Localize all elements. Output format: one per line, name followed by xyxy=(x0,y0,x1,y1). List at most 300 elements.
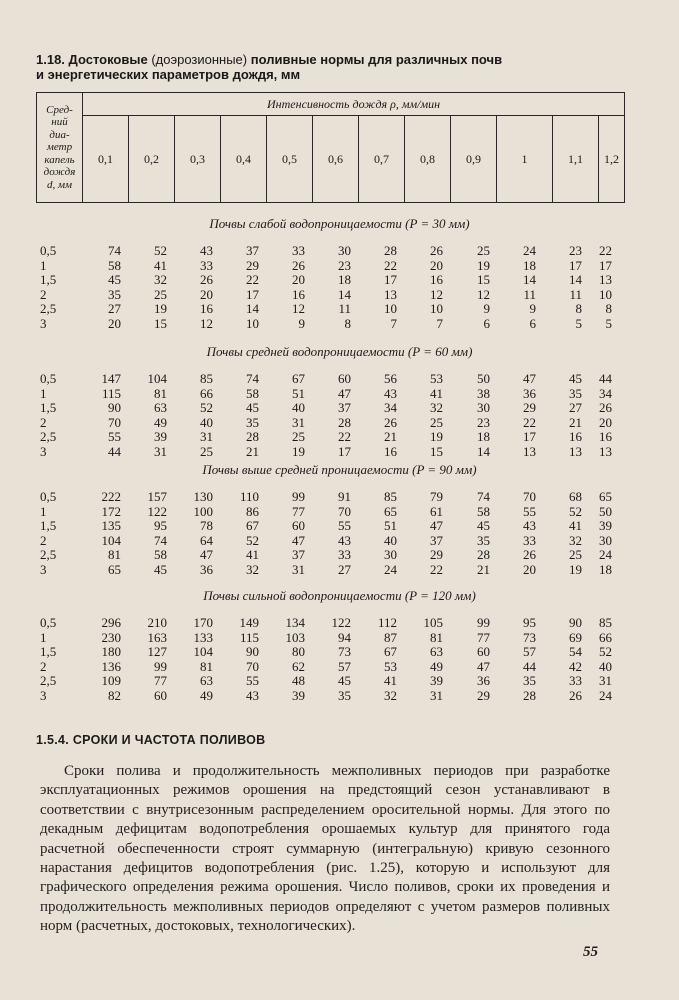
table-cell: 85 xyxy=(200,371,213,386)
row-diameter: 0,5 xyxy=(40,615,57,630)
table-cell: 19 xyxy=(292,444,305,459)
table-cell: 38 xyxy=(477,385,490,401)
table-cell: 34 xyxy=(384,400,397,416)
table-cell: 17 xyxy=(569,257,582,273)
table-cell: 40 xyxy=(599,658,612,674)
table-cell: 30 xyxy=(477,400,490,416)
table-cell: 80 xyxy=(292,644,305,660)
row-diameter: 2 xyxy=(40,286,47,302)
table-cell: 12 xyxy=(430,286,443,302)
table-cell: 14 xyxy=(338,286,351,302)
table-cell: 54 xyxy=(569,644,582,660)
table-cell: 94 xyxy=(338,629,351,645)
table-cell: 13 xyxy=(569,444,582,459)
table-cell: 45 xyxy=(338,673,351,689)
table-cell: 105 xyxy=(423,615,443,630)
table-cell: 52 xyxy=(569,503,582,519)
table-cell: 35 xyxy=(338,688,351,703)
table-cell: 74 xyxy=(108,243,121,258)
table-cell: 63 xyxy=(430,644,443,660)
table-cell: 45 xyxy=(154,562,167,577)
table-cell: 61 xyxy=(430,503,443,519)
table-cell: 8 xyxy=(605,301,612,317)
table-cell: 104 xyxy=(147,371,167,386)
table-cell: 17 xyxy=(384,272,397,288)
row-diameter: 2,5 xyxy=(40,429,57,445)
table-cell: 15 xyxy=(477,272,490,288)
table-cell: 95 xyxy=(154,518,167,534)
table-cell: 5 xyxy=(605,316,612,331)
table-cell: 26 xyxy=(599,400,612,416)
table-cell: 34 xyxy=(599,385,612,401)
table-cell: 31 xyxy=(200,429,213,445)
table-cell: 43 xyxy=(523,518,536,534)
table-cell: 31 xyxy=(154,444,167,459)
table-cell: 10 xyxy=(384,301,397,317)
table-cell: 21 xyxy=(477,562,490,577)
intensity-0-8: 0,8 xyxy=(405,116,451,203)
table-cell: 35 xyxy=(108,286,121,302)
intensity-0-9: 0,9 xyxy=(451,116,497,203)
table-cell: 45 xyxy=(569,371,582,386)
table-cell: 60 xyxy=(338,371,351,386)
table-cell: 20 xyxy=(523,562,536,577)
table-cell: 73 xyxy=(523,629,536,645)
table-cell: 66 xyxy=(599,629,612,645)
table-cell: 13 xyxy=(599,272,612,288)
table-cell: 29 xyxy=(246,257,259,273)
row-diameter: 1 xyxy=(40,629,47,645)
table-cell: 17 xyxy=(338,444,351,459)
intensity-1-1: 1,1 xyxy=(553,116,599,203)
table-cell: 47 xyxy=(430,518,443,534)
table-cell: 85 xyxy=(599,615,612,630)
table-cell: 44 xyxy=(108,444,121,459)
table-cell: 91 xyxy=(338,489,351,504)
body-paragraph: Сроки полива и продолжительность межполивных периодов при разработке эксплуатационных режимов орошения на предстоящий сезон устанавливают в соответствии с внутрисезонным распределением оросительной нормы. Для этого по декадным дефицитам водопотребления орошаемых культур для принятого года расчетной обеспеченности строят суммарную (интегральную) кривую сезонного нарастания дефицитов водопотребления (рис. 1.25), которую и используют для графического определения режима орошения. Число поливов, сроки их проведения и продолжительность межполивных периодов определяют с учетом размеров поливных норм (расчетных, достоковых, технологических). xyxy=(40,763,610,935)
table-cell: 37 xyxy=(246,243,259,258)
table-cell: 41 xyxy=(430,385,443,401)
table-cell: 127 xyxy=(147,644,167,660)
table-cell: 15 xyxy=(154,316,167,331)
table-cell: 122 xyxy=(331,615,351,630)
table-cell: 115 xyxy=(101,385,121,401)
intensity-0-6: 0,6 xyxy=(313,116,359,203)
table-cell: 157 xyxy=(147,489,167,504)
intensity-0-5: 0,5 xyxy=(267,116,313,203)
table-cell: 17 xyxy=(599,257,612,273)
table-cell: 26 xyxy=(292,257,305,273)
table-cell: 33 xyxy=(523,532,536,548)
table-cell: 81 xyxy=(108,547,121,563)
table-cell: 172 xyxy=(101,503,121,519)
table-cell: 26 xyxy=(430,243,443,258)
table-cell: 18 xyxy=(599,562,612,577)
table-cell: 147 xyxy=(101,371,121,386)
table-cell: 41 xyxy=(246,547,259,563)
table-cell: 122 xyxy=(147,503,167,519)
table-cell: 11 xyxy=(569,286,582,302)
table-cell: 19 xyxy=(430,429,443,445)
table-cell: 24 xyxy=(523,243,536,258)
table-cell: 25 xyxy=(569,547,582,563)
row-diameter: 1 xyxy=(40,503,47,519)
intensity-0-4: 0,4 xyxy=(221,116,267,203)
table-cell: 47 xyxy=(338,385,351,401)
table-cell: 81 xyxy=(430,629,443,645)
table-cell: 16 xyxy=(200,301,213,317)
table-cell: 17 xyxy=(246,286,259,302)
table-cell: 70 xyxy=(246,658,259,674)
table-header xyxy=(36,92,625,203)
table-cell: 55 xyxy=(338,518,351,534)
table-cell: 13 xyxy=(523,444,536,459)
table-cell: 31 xyxy=(599,673,612,689)
table-cell: 35 xyxy=(569,385,582,401)
table-cell: 95 xyxy=(523,615,536,630)
table-cell: 67 xyxy=(292,371,305,386)
table-cell: 28 xyxy=(246,429,259,445)
table-cell: 12 xyxy=(292,301,305,317)
table-cell: 70 xyxy=(108,414,121,430)
intensity-0-2: 0,2 xyxy=(129,116,175,203)
table-cell: 33 xyxy=(338,547,351,563)
table-cell: 69 xyxy=(569,629,582,645)
row-diameter: 3 xyxy=(40,562,47,577)
intensity-0-3: 0,3 xyxy=(175,116,221,203)
row-diameter: 1,5 xyxy=(40,518,57,534)
table-cell: 63 xyxy=(200,673,213,689)
table-cell: 58 xyxy=(154,547,167,563)
table-cell: 9 xyxy=(298,316,305,331)
table-cell: 16 xyxy=(292,286,305,302)
table-cell: 20 xyxy=(430,257,443,273)
table-cell: 30 xyxy=(599,532,612,548)
section-title: Почвы слабой водопроницаемости (P = 30 мм) xyxy=(209,216,470,231)
table-cell: 19 xyxy=(154,301,167,317)
table-cell: 180 xyxy=(101,644,121,660)
table-cell: 11 xyxy=(523,286,536,302)
table-cell: 74 xyxy=(154,532,167,548)
table-cell: 55 xyxy=(246,673,259,689)
table-cell: 170 xyxy=(193,615,213,630)
table-cell: 67 xyxy=(246,518,259,534)
table-cell: 109 xyxy=(101,673,121,689)
table-cell: 52 xyxy=(200,400,213,416)
row-diameter: 3 xyxy=(40,444,47,459)
table-cell: 73 xyxy=(338,644,351,660)
d-column-header: Сред- ний диа- метр капель дождя d, мм xyxy=(37,93,83,203)
table-cell: 37 xyxy=(430,532,443,548)
table-cell: 210 xyxy=(147,615,167,630)
table-cell: 134 xyxy=(285,615,305,630)
table-cell: 50 xyxy=(477,371,490,386)
table-cell: 26 xyxy=(384,414,397,430)
table-cell: 99 xyxy=(154,658,167,674)
table-cell: 25 xyxy=(154,286,167,302)
table-cell: 60 xyxy=(292,518,305,534)
table-cell: 17 xyxy=(523,429,536,445)
table-cell: 11 xyxy=(338,301,351,317)
table-cell: 39 xyxy=(599,518,612,534)
row-diameter: 2,5 xyxy=(40,673,57,689)
table-cell: 222 xyxy=(101,489,121,504)
table-cell: 39 xyxy=(430,673,443,689)
table-cell: 50 xyxy=(599,503,612,519)
table-cell: 43 xyxy=(338,532,351,548)
table-cell: 64 xyxy=(200,532,213,548)
table-cell: 14 xyxy=(569,272,582,288)
table-cell: 20 xyxy=(599,414,612,430)
table-cell: 6 xyxy=(529,316,536,331)
table-cell: 81 xyxy=(200,658,213,674)
row-diameter: 3 xyxy=(40,688,47,703)
table-cell: 30 xyxy=(384,547,397,563)
table-cell: 24 xyxy=(384,562,397,577)
table-cell: 12 xyxy=(477,286,490,302)
table-cell: 12 xyxy=(200,316,213,331)
table-cell: 29 xyxy=(477,688,490,703)
table-cell: 70 xyxy=(338,503,351,519)
table-cell: 25 xyxy=(292,429,305,445)
table-cell: 51 xyxy=(292,385,305,401)
table-cell: 28 xyxy=(477,547,490,563)
row-diameter: 2 xyxy=(40,658,47,674)
table-caption xyxy=(36,52,596,82)
table-cell: 68 xyxy=(569,489,582,504)
table-cell: 47 xyxy=(523,371,536,386)
table-cell: 56 xyxy=(384,371,397,386)
table-cell: 25 xyxy=(430,414,443,430)
table-cell: 82 xyxy=(108,688,121,703)
table-cell: 13 xyxy=(384,286,397,302)
table-cell: 163 xyxy=(147,629,167,645)
table-cell: 70 xyxy=(523,489,536,504)
row-diameter: 0,5 xyxy=(40,371,57,386)
table-cell: 41 xyxy=(384,673,397,689)
table-cell: 16 xyxy=(599,429,612,445)
table-cell: 135 xyxy=(101,518,121,534)
table-cell: 45 xyxy=(108,272,121,288)
table-cell: 26 xyxy=(200,272,213,288)
table-cell: 110 xyxy=(239,489,259,504)
table-cell: 41 xyxy=(154,257,167,273)
table-cell: 9 xyxy=(529,301,536,317)
row-diameter: 0,5 xyxy=(40,243,57,258)
table-cell: 22 xyxy=(599,243,612,258)
table-cell: 60 xyxy=(477,644,490,660)
table-cell: 10 xyxy=(599,286,612,302)
row-diameter: 3 xyxy=(40,316,47,331)
table-cell: 39 xyxy=(292,688,305,703)
table-cell: 7 xyxy=(436,316,443,331)
table-cell: 37 xyxy=(292,547,305,563)
table-cell: 60 xyxy=(154,688,167,703)
table-cell: 8 xyxy=(344,316,351,331)
row-diameter: 1,5 xyxy=(40,644,57,660)
table-cell: 41 xyxy=(569,518,582,534)
table-cell: 130 xyxy=(193,489,213,504)
table-cell: 5 xyxy=(575,316,582,331)
table-cell: 22 xyxy=(430,562,443,577)
table-cell: 32 xyxy=(246,562,259,577)
table-cell: 86 xyxy=(246,503,259,519)
table-cell: 49 xyxy=(430,658,443,674)
table-cell: 23 xyxy=(338,257,351,273)
table-cell: 81 xyxy=(154,385,167,401)
table-cell: 62 xyxy=(292,658,305,674)
section-title: Почвы выше средней проницаемости (P = 90 мм) xyxy=(202,462,477,477)
table-cell: 30 xyxy=(338,243,351,258)
table-cell: 25 xyxy=(200,444,213,459)
table-cell: 85 xyxy=(384,489,397,504)
table-cell: 40 xyxy=(292,400,305,416)
row-diameter: 1,5 xyxy=(40,400,57,416)
row-diameter: 1 xyxy=(40,257,47,273)
table-cell: 35 xyxy=(523,673,536,689)
table-cell: 18 xyxy=(338,272,351,288)
table-cell: 20 xyxy=(292,272,305,288)
table-cell: 47 xyxy=(477,658,490,674)
table-cell: 20 xyxy=(200,286,213,302)
table-cell: 19 xyxy=(477,257,490,273)
table-cell: 43 xyxy=(246,688,259,703)
table-cell: 74 xyxy=(246,371,259,386)
table-cell: 90 xyxy=(246,644,259,660)
table-cell: 22 xyxy=(246,272,259,288)
table-cell: 32 xyxy=(384,688,397,703)
row-diameter: 2,5 xyxy=(40,547,57,563)
table-cell: 19 xyxy=(569,562,582,577)
table-cell: 33 xyxy=(569,673,582,689)
page-number: 55 xyxy=(583,944,598,960)
table-cell: 55 xyxy=(523,503,536,519)
table-cell: 15 xyxy=(430,444,443,459)
table-cell: 42 xyxy=(569,658,582,674)
table-cell: 115 xyxy=(239,629,259,645)
table-cell: 55 xyxy=(108,429,121,445)
table-cell: 39 xyxy=(154,429,167,445)
table-cell: 28 xyxy=(523,688,536,703)
table-cell: 90 xyxy=(108,400,121,416)
table-cell: 37 xyxy=(338,400,351,416)
table-cell: 23 xyxy=(569,243,582,258)
table-cell: 45 xyxy=(246,400,259,416)
table-cell: 33 xyxy=(292,243,305,258)
row-diameter: 2,5 xyxy=(40,301,57,317)
table-cell: 49 xyxy=(154,414,167,430)
table-cell: 74 xyxy=(477,489,490,504)
table-cell: 7 xyxy=(390,316,397,331)
section-title: Почвы сильной водопроницаемости (P = 120 мм) xyxy=(203,588,476,603)
table-cell: 31 xyxy=(292,562,305,577)
table-cell: 52 xyxy=(246,532,259,548)
table-cell: 22 xyxy=(523,414,536,430)
table-cell: 31 xyxy=(292,414,305,430)
table-cell: 26 xyxy=(569,688,582,703)
table-cell: 21 xyxy=(246,444,259,459)
table-cell: 18 xyxy=(477,429,490,445)
table-cell: 65 xyxy=(599,489,612,504)
table-cell: 149 xyxy=(239,615,259,630)
table-cell: 103 xyxy=(285,629,305,645)
table-cell: 133 xyxy=(193,629,213,645)
table-cell: 21 xyxy=(569,414,582,430)
table-cell: 47 xyxy=(292,532,305,548)
table-cell: 31 xyxy=(430,688,443,703)
table-cell: 57 xyxy=(338,658,351,674)
table-cell: 32 xyxy=(154,272,167,288)
table-cell: 58 xyxy=(108,257,121,273)
caption-bold-2: поливные нормы для различных почв xyxy=(250,52,503,67)
table-cell: 28 xyxy=(384,243,397,258)
row-diameter: 1,5 xyxy=(40,272,57,288)
table-cell: 90 xyxy=(569,615,582,630)
table-cell: 35 xyxy=(246,414,259,430)
table-cell: 8 xyxy=(575,301,582,317)
caption-normal: (доэрозионные) xyxy=(151,52,248,67)
table-cell: 23 xyxy=(477,414,490,430)
table-cell: 296 xyxy=(101,615,121,630)
row-diameter: 1 xyxy=(40,385,47,401)
table-cell: 6 xyxy=(483,316,490,331)
table-cell: 53 xyxy=(430,371,443,386)
table-cell: 65 xyxy=(384,503,397,519)
row-diameter: 2 xyxy=(40,532,47,548)
table-cell: 21 xyxy=(384,429,397,445)
table-cell: 27 xyxy=(108,301,121,317)
table-cell: 20 xyxy=(108,316,121,331)
table-cell: 52 xyxy=(154,243,167,258)
table-cell: 24 xyxy=(599,688,612,703)
section-title: Почвы средней водопроницаемости (P = 60 мм) xyxy=(206,344,473,359)
table-cell: 99 xyxy=(477,615,490,630)
table-cell: 230 xyxy=(101,629,121,645)
intensity-0-1: 0,1 xyxy=(83,116,129,203)
table-cell: 99 xyxy=(292,489,305,504)
table-cell: 16 xyxy=(569,429,582,445)
table-cell: 53 xyxy=(384,658,397,674)
table-cell: 36 xyxy=(523,385,536,401)
table-cell: 26 xyxy=(523,547,536,563)
intensity-1: 1 xyxy=(497,116,553,203)
table-cell: 47 xyxy=(200,547,213,563)
table-cell: 36 xyxy=(200,562,213,577)
row-diameter: 0,5 xyxy=(40,489,57,504)
table-cell: 77 xyxy=(292,503,305,519)
table-cell: 58 xyxy=(477,503,490,519)
table-cell: 32 xyxy=(569,532,582,548)
caption-bold-1: 1.18. Достоковые xyxy=(36,52,148,67)
intensity-0-7: 0,7 xyxy=(359,116,405,203)
table-cell: 33 xyxy=(200,257,213,273)
table-cell: 32 xyxy=(430,400,443,416)
table-cell: 10 xyxy=(430,301,443,317)
table-cell: 136 xyxy=(101,658,121,674)
table-cell: 28 xyxy=(338,414,351,430)
table-cell: 57 xyxy=(523,644,536,660)
caption-line2: и энергетических параметров дождя, мм xyxy=(36,67,301,82)
table-cell: 24 xyxy=(599,547,612,563)
table-cell: 43 xyxy=(384,385,397,401)
table-cell: 63 xyxy=(154,400,167,416)
intensity-header: Интенсивность дождя ρ, мм/мин xyxy=(83,93,625,116)
table-cell: 13 xyxy=(599,444,612,459)
table-cell: 77 xyxy=(477,629,490,645)
table-cell: 67 xyxy=(384,644,397,660)
table-cell: 18 xyxy=(523,257,536,273)
table-cell: 40 xyxy=(384,532,397,548)
